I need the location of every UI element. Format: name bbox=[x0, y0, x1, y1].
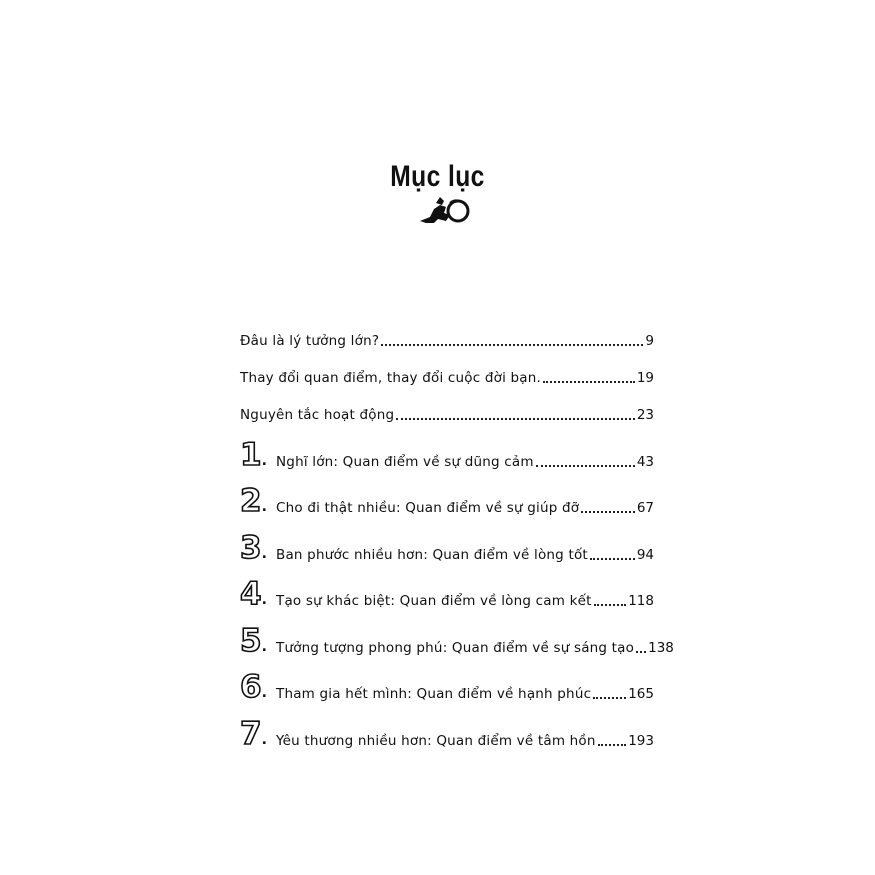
toc-entry-page: 43 bbox=[636, 453, 654, 470]
toc-entry-label: Cho đi thật nhiều: Quan điểm về sự giúp đỡ bbox=[276, 500, 580, 516]
toc-entry-front-3[interactable] bbox=[240, 387, 654, 424]
toc-entry-label: Tưởng tượng phong phú: Quan điểm về sự sáng tạo bbox=[276, 639, 635, 656]
toc-entry-label: Tham gia hết mình: Quan điểm về hạnh phúc bbox=[276, 686, 592, 702]
dot-leader bbox=[594, 604, 627, 606]
dot-leader bbox=[396, 418, 635, 420]
toc-entry-label: Thay đổi quan điểm, thay đổi cuộc đời bạn. bbox=[240, 370, 542, 386]
dot-leader bbox=[536, 465, 635, 467]
toc-entry-page: 67 bbox=[636, 500, 654, 516]
chapter-number: 3. bbox=[240, 529, 267, 566]
chapter-number: 6. bbox=[240, 669, 267, 705]
toc-chapter-1[interactable] bbox=[240, 424, 654, 471]
chapter-number: 1. bbox=[240, 436, 267, 473]
toc-entry-label: Nghĩ lớn: Quan điểm về sự dũng cảm bbox=[276, 453, 534, 470]
toc-chapter-2[interactable] bbox=[240, 471, 654, 518]
toc-chapter-7[interactable] bbox=[240, 703, 654, 750]
dot-leader bbox=[598, 744, 627, 746]
chapter-number: 5. bbox=[240, 622, 267, 659]
toc-chapter-3[interactable] bbox=[240, 517, 654, 564]
chapter-number: 7. bbox=[240, 715, 267, 752]
lion-ornament-icon bbox=[416, 193, 472, 227]
toc-entry-page: 23 bbox=[636, 407, 654, 423]
toc-entry-label: Yêu thương nhiều hơn: Quan điểm về tâm hồn bbox=[276, 732, 596, 749]
toc-entry-page: 9 bbox=[645, 333, 654, 349]
toc-entry-page: 193 bbox=[628, 732, 654, 749]
chapter-number: 4. bbox=[240, 576, 267, 612]
page-title: Mục lục bbox=[390, 160, 485, 194]
toc-chapter-6[interactable] bbox=[240, 657, 654, 704]
chapter-number: 2. bbox=[240, 483, 267, 519]
toc-entry-label: Ban phước nhiều hơn: Quan điểm về lòng tốt bbox=[276, 546, 588, 563]
toc-entry-page: 165 bbox=[628, 686, 654, 702]
toc-chapter-4[interactable] bbox=[240, 564, 654, 611]
dot-leader bbox=[593, 697, 626, 699]
dot-leader bbox=[581, 511, 635, 513]
toc-entry-page: 94 bbox=[636, 546, 654, 563]
toc-entry-label: Tạo sự khác biệt: Quan điểm về lòng cam kết bbox=[276, 593, 592, 609]
toc-entry-label: Nguyên tắc hoạt động bbox=[240, 407, 395, 423]
toc-entry-label: Đâu là lý tưởng lớn? bbox=[240, 333, 380, 349]
toc-entry-page: 19 bbox=[636, 370, 654, 386]
toc-chapter-5[interactable] bbox=[240, 610, 674, 659]
dot-leader bbox=[590, 558, 635, 560]
dot-leader bbox=[381, 344, 643, 346]
dot-leader bbox=[636, 651, 646, 653]
toc-entry-front-1[interactable] bbox=[240, 313, 654, 350]
dot-leader bbox=[543, 381, 635, 383]
toc-entry-page: 138 bbox=[648, 639, 674, 656]
toc-entry-front-2[interactable] bbox=[240, 350, 654, 387]
toc-entry-page: 118 bbox=[628, 593, 654, 609]
table-of-contents bbox=[240, 313, 674, 752]
